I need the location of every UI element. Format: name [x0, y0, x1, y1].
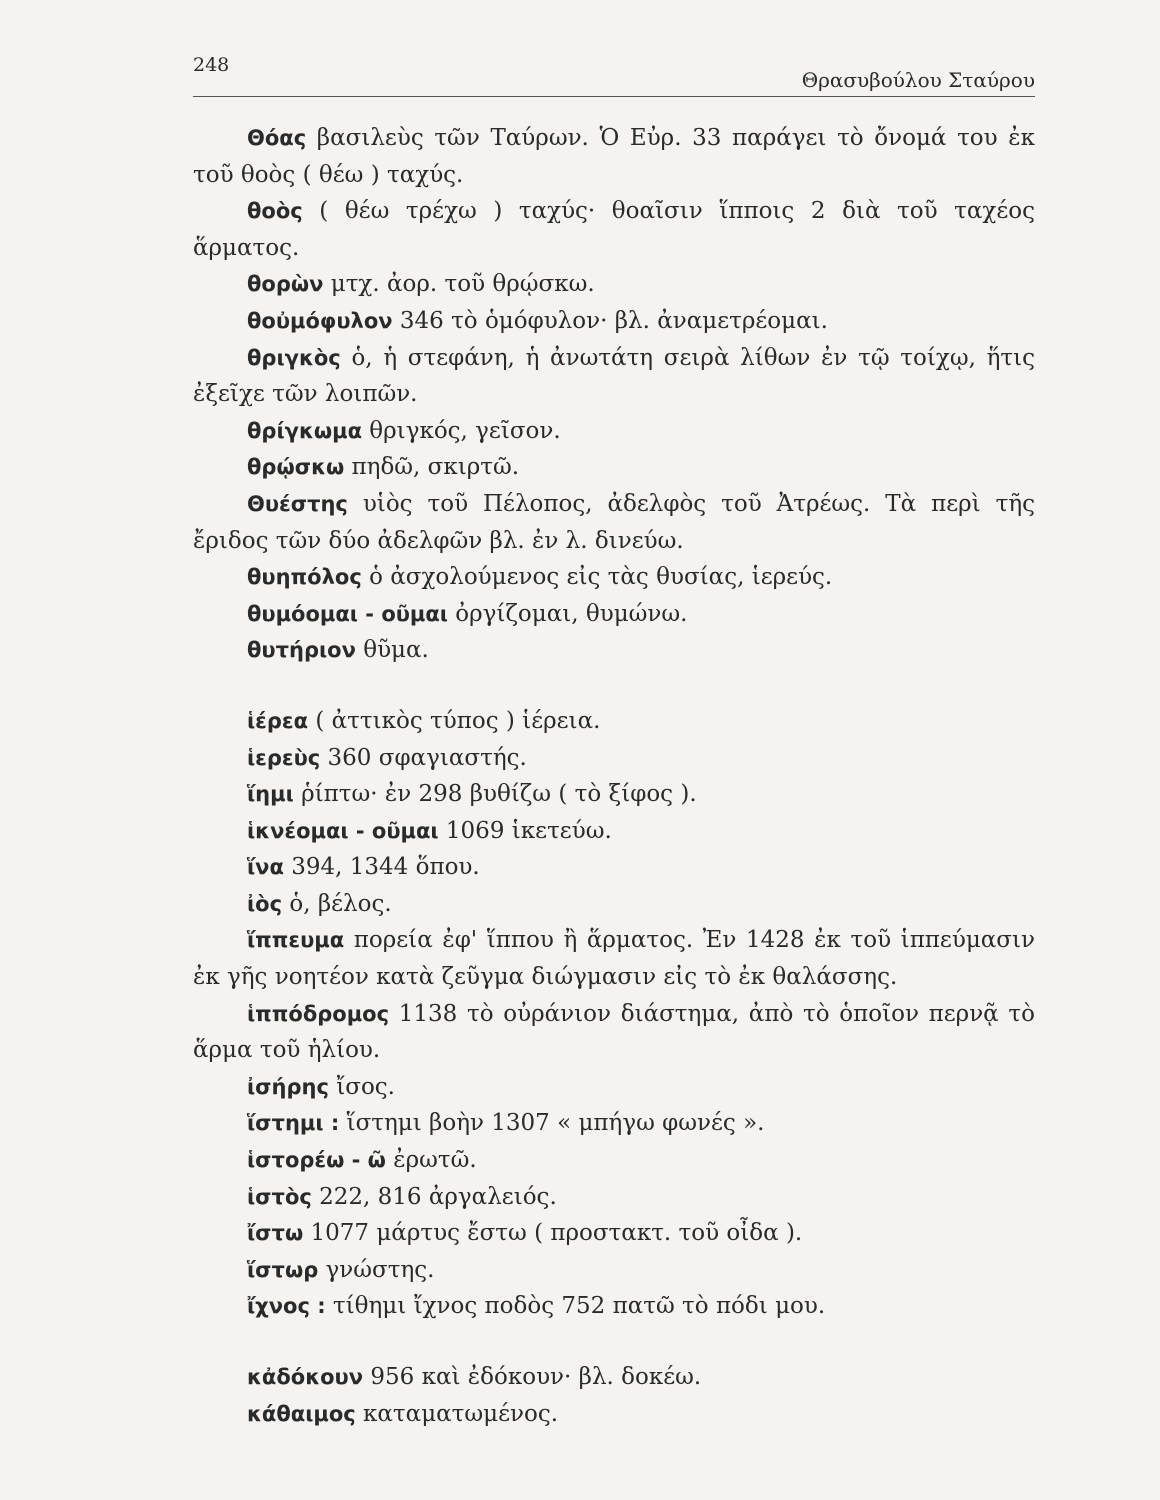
- headword: ἴχνος :: [247, 1294, 326, 1319]
- headword: ἵημι: [247, 782, 294, 807]
- glossary-entry: [193, 1069, 1035, 1106]
- headword: θρίγκωμα: [247, 418, 362, 443]
- definition: 360 σφαγιαστής.: [320, 744, 527, 771]
- definition: υἱὸς τοῦ Πέλοπος, ἀδελφὸς τοῦ Ἀτρέως. Τὰ περὶ τῆς ἔριδος τῶν δύο ἀδελφῶν βλ. ἐν λ. δινεύω.: [193, 490, 1035, 554]
- headword: ἵνα: [247, 855, 284, 880]
- glossary-entry: [193, 120, 1035, 193]
- glossary-entry: [193, 1359, 1035, 1396]
- glossary-entry: [193, 340, 1035, 413]
- glossary-entry: [193, 303, 1035, 340]
- headword: θριγκὸς: [247, 345, 341, 370]
- definition: ἵστημι βοὴν 1307 « μπήγω φωνές ».: [339, 1110, 765, 1137]
- glossary-entries: [193, 120, 1035, 1432]
- glossary-entry: [193, 849, 1035, 886]
- headword: ἱππόδρομος: [247, 1001, 390, 1026]
- glossary-entry: [193, 632, 1035, 669]
- headword: ἰὸς: [247, 891, 283, 916]
- headword: ἱερεὺς: [247, 745, 321, 770]
- glossary-entry: [193, 1142, 1035, 1179]
- headword: κἀδόκουν: [247, 1365, 364, 1389]
- glossary-entry: [193, 1252, 1035, 1289]
- glossary-entry: [193, 266, 1035, 303]
- definition: ὁ, βέλος.: [282, 890, 392, 917]
- headword: ἰσήρης: [247, 1074, 329, 1099]
- headword: θυτήριον: [247, 638, 356, 663]
- headword: θρῴσκω: [247, 455, 345, 480]
- definition: 222, 816 ἀργαλειός.: [311, 1183, 557, 1210]
- glossary-entry: [193, 740, 1035, 777]
- headword: κάθαιμος: [247, 1401, 356, 1426]
- definition: ὁ, ἡ στεφάνη, ἡ ἀνωτάτη σειρὰ λίθων ἐν τῷ τοίχῳ, ἥτις ἐξεῖχε τῶν λοιπῶν.: [193, 344, 1035, 408]
- definition: ἴσος.: [328, 1073, 395, 1100]
- definition: ὀργίζομαι, θυμώνω.: [448, 600, 688, 627]
- definition: θριγκός, γεῖσον.: [362, 417, 561, 444]
- headword: ἱκνέομαι - οῦμαι: [247, 818, 439, 843]
- glossary-entry: [193, 559, 1035, 596]
- headword: ἱέρεα: [247, 708, 309, 733]
- definition: 1077 μάρτυς ἔστω ( προστακτ. τοῦ οἶδα ).: [303, 1220, 803, 1247]
- glossary-entry: [193, 1288, 1035, 1325]
- glossary-entry: [193, 813, 1035, 850]
- glossary-entry: [193, 1105, 1035, 1142]
- headword: ἴστω: [247, 1221, 304, 1246]
- headword: ἵστημι :: [247, 1111, 340, 1136]
- headword: θυμόομαι - οῦμαι: [247, 601, 448, 626]
- definition: τίθημι ἴχνος ποδὸς 752 πατῶ τὸ πόδι μου.: [325, 1293, 826, 1320]
- glossary-entry: [193, 449, 1035, 486]
- page-number: 248: [193, 54, 230, 76]
- definition: ( θέω τρέχω ) ταχύς· θοαῖσιν ἵπποις 2 διὰ τοῦ ταχέος ἅρματος.: [193, 198, 1035, 261]
- definition: 346 τὸ ὁμόφυλον· βλ. ἀναμετρέομαι.: [392, 307, 828, 334]
- definition: 956 καὶ ἐδόκουν· βλ. δοκέω.: [363, 1364, 702, 1390]
- headword: ἱστὸς: [247, 1184, 312, 1209]
- definition: βασιλεὺς τῶν Ταύρων. Ὁ Εὐρ. 33 παράγει τὸ ὄνομά του ἐκ τοῦ θοὸς ( θέω ) ταχύς.: [193, 125, 1035, 188]
- glossary-entry: [193, 996, 1035, 1069]
- glossary-entry: [193, 922, 1035, 995]
- glossary-entry: [193, 486, 1035, 559]
- definition: ἐρωτῶ.: [385, 1147, 477, 1174]
- headword: ἵστωρ: [247, 1257, 319, 1282]
- headword: ἱστορέω - ῶ: [247, 1148, 386, 1173]
- page-header: [193, 46, 1035, 97]
- headword: Θυέστης: [247, 491, 348, 516]
- definition: 394, 1344 ὅπου.: [283, 854, 480, 881]
- section-gap: [193, 669, 1035, 703]
- glossary-entry: [193, 776, 1035, 813]
- glossary-entry: [193, 1396, 1035, 1433]
- definition: 1138 τὸ οὐράνιον διάστημα, ἀπὸ τὸ ὁποῖον περνᾷ τὸ ἅρμα τοῦ ἡλίου.: [193, 1000, 1035, 1064]
- glossary-entry: [193, 1215, 1035, 1252]
- headword: θοὸς: [247, 199, 303, 224]
- definition: καταματωμένος.: [355, 1400, 559, 1427]
- glossary-entry: [193, 193, 1035, 266]
- definition: ( ἀττικὸς τύπος ) ἱέρεια.: [308, 707, 601, 734]
- definition: θῦμα.: [355, 637, 429, 664]
- headword: ἵππευμα: [247, 928, 345, 953]
- definition: γνώστης.: [318, 1256, 435, 1283]
- definition: ὁ ἀσχολούμενος εἰς τὰς θυσίας, ἱερεύς.: [361, 564, 833, 591]
- definition: ῥίπτω· ἐν 298 βυθίζω ( τὸ ξίφος ).: [293, 781, 697, 808]
- headword: θορὼν: [247, 272, 324, 297]
- headword: θοὐμόφυλον: [247, 308, 393, 333]
- definition: μτχ. ἀορ. τοῦ θρῴσκω.: [323, 271, 595, 298]
- glossary-entry: [193, 886, 1035, 923]
- running-head: Θρασυβούλου Σταύρου: [801, 68, 1035, 92]
- definition: 1069 ἱκετεύω.: [438, 817, 612, 844]
- glossary-entry: [193, 703, 1035, 740]
- section-gap: [193, 1325, 1035, 1359]
- headword: θυηπόλος: [247, 565, 362, 590]
- glossary-entry: [193, 596, 1035, 633]
- headword: Θόας: [247, 126, 307, 150]
- glossary-entry: [193, 1179, 1035, 1216]
- glossary-entry: [193, 413, 1035, 450]
- definition: πορεία ἐφ' ἵππου ἢ ἅρματος. Ἐν 1428 ἐκ τοῦ ἱππεύμασιν ἐκ γῆς νοητέον κατὰ ζεῦγμα διώγμασιν εἰς τὸ ἐκ θαλάσσης.: [193, 927, 1035, 991]
- definition: πηδῶ, σκιρτῶ.: [344, 454, 520, 481]
